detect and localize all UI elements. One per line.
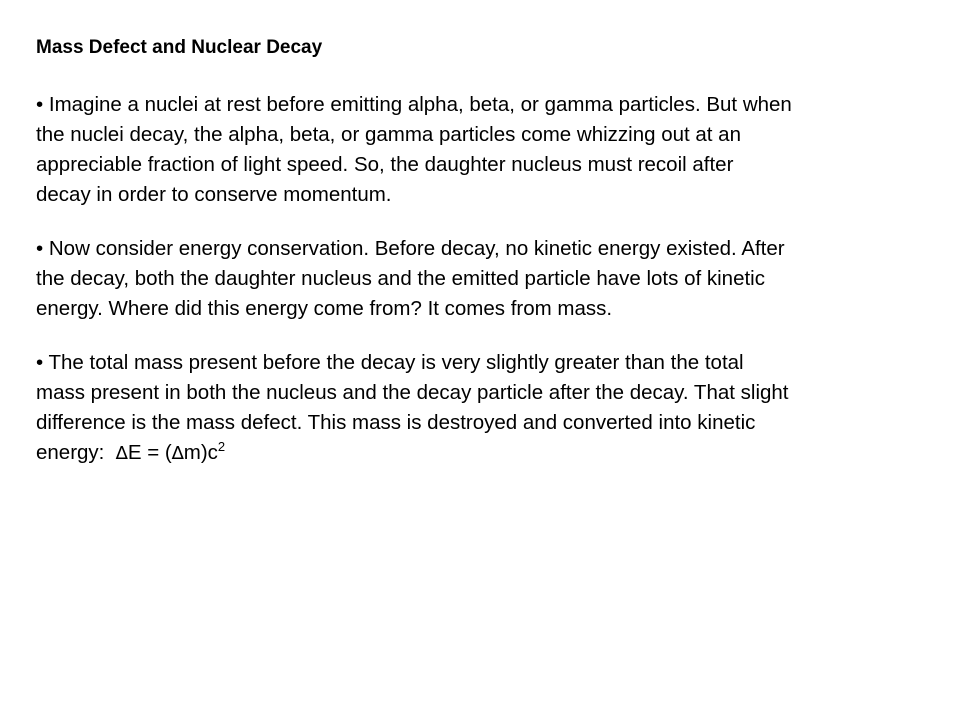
paragraph-mass-defect <box>36 348 916 469</box>
text-line: • Now consider energy conservation. Before decay, no kinetic energy existed. After <box>36 237 785 260</box>
equation-part: E = ( <box>127 441 172 464</box>
text-line: decay in order to conserve momentum. <box>36 183 392 206</box>
text-line: mass present in both the nucleus and the decay particle after the decay. That slight <box>36 381 789 404</box>
text-line: • The total mass present before the decay is very slightly greater than the total <box>36 351 744 374</box>
text-line: the nuclei decay, the alpha, beta, or gamma particles come whizzing out at an <box>36 123 741 146</box>
equation-line <box>36 438 916 469</box>
equation-part: m)c <box>183 441 218 464</box>
text-line: the decay, both the daughter nucleus and the emitted particle have lots of kinetic <box>36 267 765 290</box>
equation-prefix: energy: <box>36 441 111 464</box>
text-line: difference is the mass defect. This mass is destroyed and converted into kinetic <box>36 411 756 434</box>
paragraph-energy <box>36 234 916 324</box>
delta-symbol: ∆ <box>115 443 128 464</box>
paragraph-momentum <box>36 90 916 210</box>
text-line: • Imagine a nuclei at rest before emitting alpha, beta, or gamma particles. But when <box>36 93 792 116</box>
equation-exponent: 2 <box>217 439 226 455</box>
delta-symbol: ∆ <box>171 443 184 464</box>
text-line: appreciable fraction of light speed. So, the daughter nucleus must recoil after <box>36 153 734 176</box>
text-line: energy. Where did this energy come from? It comes from mass. <box>36 297 613 320</box>
slide-title: Mass Defect and Nuclear Decay <box>36 37 323 58</box>
